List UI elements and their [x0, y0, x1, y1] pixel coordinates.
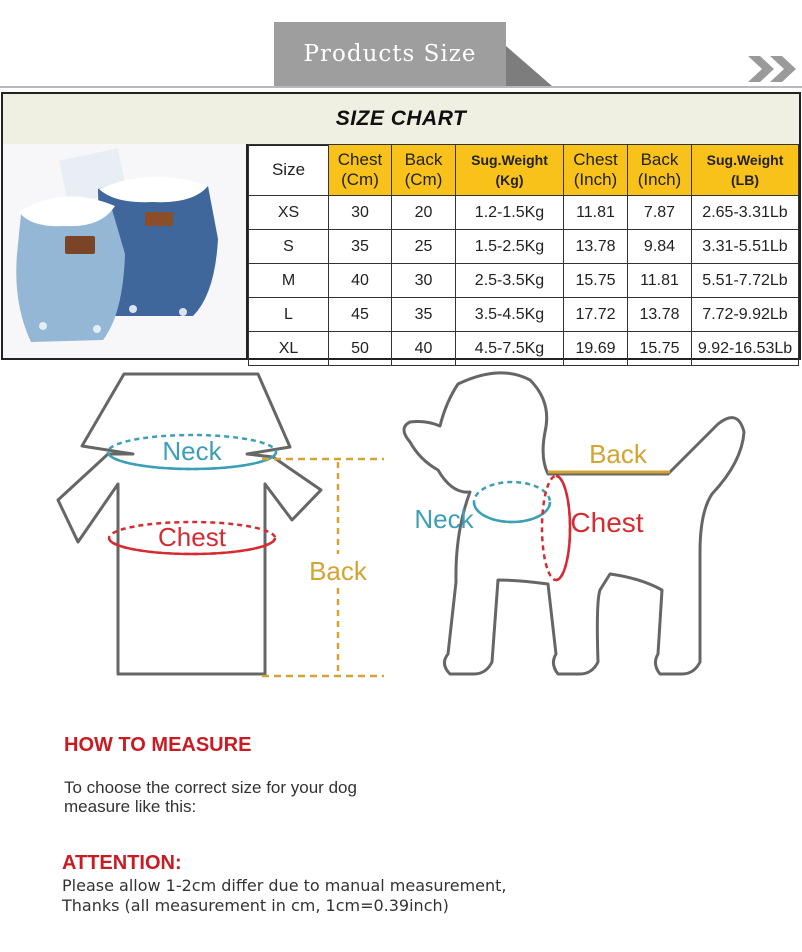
- banner-tail: [506, 46, 552, 86]
- cell-size: XS: [249, 196, 329, 230]
- cell-size: S: [249, 230, 329, 264]
- header-size: Size: [249, 145, 329, 196]
- cell-back-cm: 35: [392, 298, 456, 332]
- jacket-photo: [3, 144, 248, 358]
- cell-chest-inch: 15.75: [564, 264, 628, 298]
- cell-weight-kg: 4.5-7.5Kg: [456, 332, 564, 366]
- how-to-measure-title: HOW TO MEASURE: [64, 734, 252, 756]
- cell-back-inch: 9.84: [628, 230, 692, 264]
- jacket-neck-label: Neck: [162, 436, 222, 466]
- cell-weight-lb: 9.92-16.53Lb: [692, 332, 799, 366]
- cell-chest-cm: 30: [329, 196, 392, 230]
- header-chest-inch: Chest (Inch): [564, 145, 628, 196]
- cell-size: M: [249, 264, 329, 298]
- dog-neck-label: Neck: [414, 504, 474, 534]
- cell-back-cm: 40: [392, 332, 456, 366]
- cell-weight-kg: 3.5-4.5Kg: [456, 298, 564, 332]
- size-chart: [1, 92, 801, 360]
- table-row: [249, 332, 799, 366]
- size-chart-title: SIZE CHART: [3, 94, 799, 146]
- cell-back-inch: 13.78: [628, 298, 692, 332]
- how-to-measure-text: To choose the correct size for your dog measure like this:: [64, 778, 357, 816]
- double-chevron-right-icon: [744, 52, 802, 86]
- measurement-diagram: [0, 362, 802, 702]
- header-weight-lb: Sug.Weight (LB): [692, 145, 799, 196]
- cell-size: XL: [249, 332, 329, 366]
- cell-back-inch: 11.81: [628, 264, 692, 298]
- cell-back-cm: 25: [392, 230, 456, 264]
- cell-back-inch: 7.87: [628, 196, 692, 230]
- dog-chest-label: Chest: [570, 507, 644, 538]
- cell-chest-cm: 35: [329, 230, 392, 264]
- attention-title: ATTENTION:: [62, 852, 182, 874]
- cell-size: L: [249, 298, 329, 332]
- cell-weight-lb: 5.51-7.72Lb: [692, 264, 799, 298]
- table-header-row: [249, 145, 799, 196]
- cell-back-cm: 20: [392, 196, 456, 230]
- header-weight-kg: Sug.Weight (Kg): [456, 145, 564, 196]
- products-size-banner: Products Size: [274, 22, 506, 86]
- cell-chest-cm: 40: [329, 264, 392, 298]
- cell-chest-inch: 17.72: [564, 298, 628, 332]
- cell-weight-kg: 1.5-2.5Kg: [456, 230, 564, 264]
- dog-chest-measure: [542, 476, 570, 580]
- size-table: [248, 144, 799, 366]
- cell-chest-inch: 13.78: [564, 230, 628, 264]
- dog-back-label: Back: [589, 439, 647, 469]
- header-back-inch: Back (Inch): [628, 145, 692, 196]
- cell-weight-lb: 7.72-9.92Lb: [692, 298, 799, 332]
- cell-back-cm: 30: [392, 264, 456, 298]
- header-back-cm: Back (Cm): [392, 145, 456, 196]
- table-row: [249, 298, 799, 332]
- cell-back-inch: 15.75: [628, 332, 692, 366]
- table-row: [249, 230, 799, 264]
- cell-weight-kg: 2.5-3.5Kg: [456, 264, 564, 298]
- jacket-back-label: Back: [309, 556, 367, 586]
- cell-weight-kg: 1.2-1.5Kg: [456, 196, 564, 230]
- table-row: [249, 196, 799, 230]
- header-chest-cm: Chest (Cm): [329, 145, 392, 196]
- jacket-chest-label: Chest: [158, 522, 226, 552]
- cell-chest-cm: 45: [329, 298, 392, 332]
- dog-neck-measure: [474, 482, 550, 522]
- cell-chest-inch: 19.69: [564, 332, 628, 366]
- cell-weight-lb: 2.65-3.31Lb: [692, 196, 799, 230]
- header-divider: [0, 86, 802, 88]
- table-row: [249, 264, 799, 298]
- cell-chest-cm: 50: [329, 332, 392, 366]
- cell-chest-inch: 11.81: [564, 196, 628, 230]
- attention-text: Please allow 1-2cm differ due to manual measurement, Thanks (all measurement in cm, 1cm=0.39inch): [62, 876, 507, 915]
- cell-weight-lb: 3.31-5.51Lb: [692, 230, 799, 264]
